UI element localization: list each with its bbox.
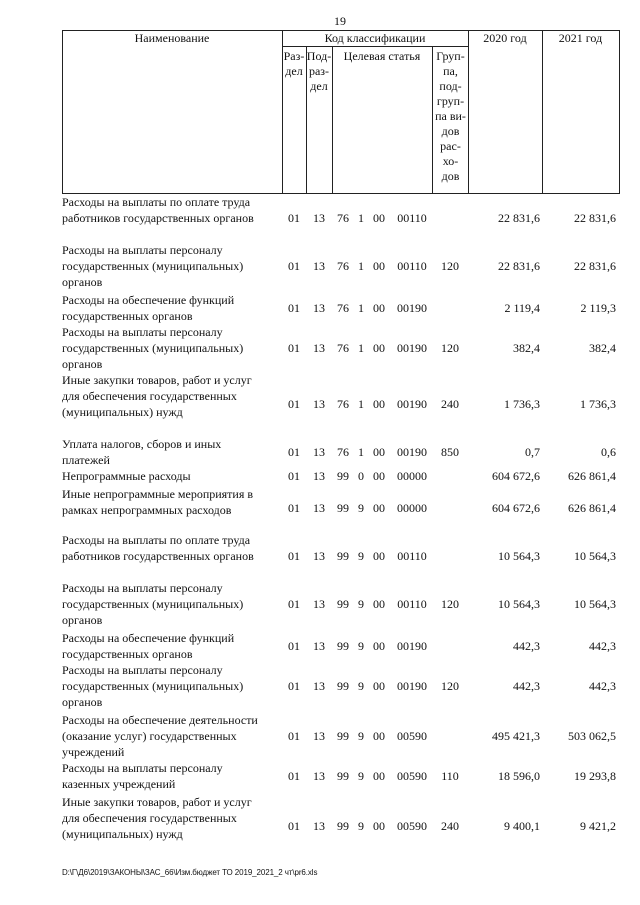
row-podrazdel: 13 — [313, 397, 325, 411]
row-target-1: 76 — [337, 341, 349, 355]
row-name — [62, 580, 284, 628]
row-razdel: 01 — [288, 501, 300, 515]
row-name-line: Расходы на выплаты персоналу — [62, 243, 223, 257]
header-podrazdel-line: дел — [310, 79, 328, 93]
row-name-line: Иные непрограммные мероприятия в — [62, 487, 254, 501]
row-name-line: платежей — [62, 453, 110, 467]
row-target-2: 9 — [358, 549, 364, 563]
row-target-2: 1 — [358, 211, 364, 225]
row-target-4: 00190 — [397, 397, 427, 411]
row-target-3: 00 — [373, 445, 385, 459]
row-razdel: 01 — [288, 819, 300, 833]
row-name-line: Расходы на выплаты по оплате труда — [62, 533, 251, 547]
row-target-1: 76 — [337, 211, 349, 225]
row-name-line: работников государственных органов — [62, 549, 254, 563]
row-name — [62, 436, 284, 468]
row-target-2: 9 — [358, 597, 364, 611]
row-target-4: 00590 — [397, 819, 427, 833]
row-group: 240 — [441, 819, 459, 833]
row-target-1: 76 — [337, 397, 349, 411]
row-target-4: 00190 — [397, 445, 427, 459]
row-razdel: 01 — [288, 597, 300, 611]
row-group: 120 — [441, 341, 459, 355]
row-value-2020: 2 119,4 — [504, 301, 540, 315]
row-target-1: 76 — [337, 259, 349, 273]
row-target-1: 99 — [337, 469, 349, 483]
row-razdel: 01 — [288, 469, 300, 483]
header-razdel-line: Раз- — [283, 49, 305, 63]
row-target-3: 00 — [373, 639, 385, 653]
row-target-3: 00 — [373, 341, 385, 355]
header-razdel-line: дел — [285, 64, 303, 78]
row-target-3: 00 — [373, 597, 385, 611]
row-razdel: 01 — [288, 445, 300, 459]
row-target-3: 00 — [373, 729, 385, 743]
row-target-3: 00 — [373, 259, 385, 273]
row-podrazdel: 13 — [313, 769, 325, 783]
row-target-3: 00 — [373, 501, 385, 515]
row-name-line: учреждений — [62, 745, 125, 759]
row-name-line: казенных учреждений — [62, 777, 176, 791]
header-classification: Код классификации — [324, 31, 426, 45]
row-target-2: 9 — [358, 729, 364, 743]
row-podrazdel: 13 — [313, 597, 325, 611]
row-target-4: 00590 — [397, 729, 427, 743]
row-name-line: для обеспечения государственных — [62, 389, 237, 403]
row-name-line: Расходы на выплаты по оплате труда — [62, 195, 251, 209]
row-target-4: 00110 — [397, 549, 427, 563]
row-podrazdel: 13 — [313, 679, 325, 693]
row-target-1: 76 — [337, 301, 349, 315]
header-name: Наименование — [134, 31, 210, 45]
row-razdel: 01 — [288, 679, 300, 693]
row-name-line: Расходы на обеспечение функций — [62, 293, 235, 307]
row-razdel: 01 — [288, 549, 300, 563]
row-name-line: (оказание услуг) государственных — [62, 729, 237, 743]
row-name — [62, 662, 284, 710]
row-value-2020: 22 831,6 — [498, 211, 540, 225]
row-podrazdel: 13 — [313, 501, 325, 515]
row-target-3: 00 — [373, 301, 385, 315]
row-group: 240 — [441, 397, 459, 411]
row-value-2021: 9 421,2 — [580, 819, 616, 833]
row-target-1: 99 — [337, 729, 349, 743]
row-razdel: 01 — [288, 639, 300, 653]
row-value-2021: 442,3 — [589, 679, 616, 693]
row-group: 120 — [441, 259, 459, 273]
row-value-2020: 0,7 — [525, 445, 540, 459]
row-name-line: Расходы на обеспечение деятельности — [62, 713, 258, 727]
header-group-line: па ви- — [435, 109, 466, 123]
row-value-2020: 604 672,6 — [492, 469, 540, 483]
header-target: Целевая статья — [343, 49, 421, 63]
row-name-line: (муниципальных) нужд — [62, 827, 183, 841]
row-value-2020: 442,3 — [513, 639, 540, 653]
header-group-line: рас- — [440, 139, 461, 153]
row-name — [62, 532, 284, 564]
row-name — [62, 324, 284, 372]
file-path-footer: D:\Г\Д6\2019\ЗАКОНЫ\ЗАС_66\Изм.бюджет ТО 2019_2021_2 чт\pr6.xls — [62, 868, 318, 877]
row-target-4: 00110 — [397, 597, 427, 611]
row-name-line: государственных органов — [62, 647, 193, 661]
row-value-2021: 0,6 — [601, 445, 616, 459]
row-name-line: Расходы на выплаты персоналу — [62, 761, 223, 775]
row-name — [62, 760, 284, 792]
row-target-1: 99 — [337, 501, 349, 515]
row-target-1: 99 — [337, 597, 349, 611]
header-group-line: под- — [439, 79, 462, 93]
row-podrazdel: 13 — [313, 639, 325, 653]
row-podrazdel: 13 — [313, 729, 325, 743]
row-target-2: 1 — [358, 397, 364, 411]
row-name-line: государственных (муниципальных) — [62, 341, 244, 355]
row-name-line: Непрограммные расходы — [62, 469, 191, 483]
header-group-line: дов — [441, 169, 460, 183]
row-name-line: государственных (муниципальных) — [62, 597, 244, 611]
row-target-2: 1 — [358, 341, 364, 355]
row-target-1: 99 — [337, 819, 349, 833]
row-target-4: 00190 — [397, 679, 427, 693]
header-year-2021: 2021 год — [558, 31, 603, 45]
row-name — [62, 630, 284, 662]
header-group-line: Груп- — [436, 49, 465, 63]
row-name-line: Расходы на обеспечение функций — [62, 631, 235, 645]
row-name-line: органов — [62, 357, 103, 371]
row-value-2020: 382,4 — [513, 341, 540, 355]
row-value-2020: 18 596,0 — [498, 769, 540, 783]
row-name-line: Расходы на выплаты персоналу — [62, 663, 223, 677]
row-target-2: 9 — [358, 501, 364, 515]
row-value-2020: 1 736,3 — [504, 397, 540, 411]
header-year-2020: 2020 год — [483, 31, 527, 45]
row-target-2: 1 — [358, 259, 364, 273]
row-name-line: работников государственных органов — [62, 211, 254, 225]
row-name-line: органов — [62, 613, 103, 627]
row-target-1: 99 — [337, 639, 349, 653]
row-value-2020: 442,3 — [513, 679, 540, 693]
row-name-line: (муниципальных) нужд — [62, 405, 183, 419]
row-target-1: 99 — [337, 679, 349, 693]
row-name — [62, 372, 284, 420]
row-name-line: Уплата налогов, сборов и иных — [62, 437, 222, 451]
row-name — [62, 712, 284, 760]
row-target-2: 1 — [358, 445, 364, 459]
row-target-2: 9 — [358, 679, 364, 693]
header-group-line: хо- — [442, 154, 459, 168]
row-target-3: 00 — [373, 397, 385, 411]
header-group-line: груп- — [436, 94, 465, 108]
row-value-2021: 10 564,3 — [574, 549, 616, 563]
header-group-line: дов — [441, 124, 460, 138]
row-podrazdel: 13 — [313, 211, 325, 225]
row-razdel: 01 — [288, 729, 300, 743]
row-value-2021: 22 831,6 — [574, 259, 616, 273]
row-podrazdel: 13 — [313, 301, 325, 315]
page-number: 19 — [334, 14, 346, 28]
row-name — [62, 292, 284, 324]
row-name-line: государственных органов — [62, 309, 193, 323]
row-razdel: 01 — [288, 301, 300, 315]
row-group: 850 — [441, 445, 459, 459]
row-target-4: 00190 — [397, 341, 427, 355]
row-target-3: 00 — [373, 469, 385, 483]
row-target-1: 99 — [337, 769, 349, 783]
row-name — [62, 486, 284, 518]
row-razdel: 01 — [288, 211, 300, 225]
row-value-2021: 503 062,5 — [568, 729, 616, 743]
row-target-3: 00 — [373, 211, 385, 225]
row-group: 110 — [441, 769, 459, 783]
row-name-line: Иные закупки товаров, работ и услуг — [62, 373, 252, 387]
row-value-2021: 626 861,4 — [568, 469, 616, 483]
row-razdel: 01 — [288, 769, 300, 783]
row-value-2021: 626 861,4 — [568, 501, 616, 515]
row-name-line: органов — [62, 695, 103, 709]
row-value-2021: 442,3 — [589, 639, 616, 653]
row-target-1: 76 — [337, 445, 349, 459]
row-target-4: 00190 — [397, 301, 427, 315]
row-target-3: 00 — [373, 769, 385, 783]
header-group-line: па, — [443, 64, 458, 78]
row-target-3: 00 — [373, 819, 385, 833]
row-name — [62, 194, 284, 226]
row-target-4: 00000 — [397, 469, 427, 483]
row-target-4: 00190 — [397, 639, 427, 653]
row-value-2020: 10 564,3 — [498, 597, 540, 611]
row-name — [62, 242, 284, 290]
row-target-2: 1 — [358, 301, 364, 315]
row-name-line: государственных (муниципальных) — [62, 679, 244, 693]
row-value-2020: 22 831,6 — [498, 259, 540, 273]
row-value-2020: 9 400,1 — [504, 819, 540, 833]
row-name-line: Расходы на выплаты персоналу — [62, 581, 223, 595]
row-name-line: для обеспечения государственных — [62, 811, 237, 825]
row-target-3: 00 — [373, 549, 385, 563]
row-value-2021: 22 831,6 — [574, 211, 616, 225]
row-name — [62, 794, 284, 842]
row-razdel: 01 — [288, 397, 300, 411]
row-target-4: 00110 — [397, 211, 427, 225]
row-razdel: 01 — [288, 259, 300, 273]
row-podrazdel: 13 — [313, 819, 325, 833]
row-value-2021: 10 564,3 — [574, 597, 616, 611]
row-target-2: 9 — [358, 819, 364, 833]
header-podrazdel-line: раз- — [308, 64, 330, 78]
row-podrazdel: 13 — [313, 445, 325, 459]
row-group: 120 — [441, 597, 459, 611]
row-value-2021: 2 119,3 — [580, 301, 616, 315]
header-podrazdel-line: Под- — [306, 49, 332, 63]
row-target-4: 00110 — [397, 259, 427, 273]
row-target-3: 00 — [373, 679, 385, 693]
row-target-1: 99 — [337, 549, 349, 563]
row-podrazdel: 13 — [313, 259, 325, 273]
row-group: 120 — [441, 679, 459, 693]
row-target-2: 0 — [358, 469, 364, 483]
row-value-2020: 10 564,3 — [498, 549, 540, 563]
row-name — [62, 468, 284, 484]
row-name-line: органов — [62, 275, 103, 289]
row-value-2021: 1 736,3 — [580, 397, 616, 411]
row-podrazdel: 13 — [313, 469, 325, 483]
row-name-line: Расходы на выплаты персоналу — [62, 325, 223, 339]
row-value-2021: 19 293,8 — [574, 769, 616, 783]
row-target-2: 9 — [358, 769, 364, 783]
row-name-line: государственных (муниципальных) — [62, 259, 244, 273]
row-podrazdel: 13 — [313, 341, 325, 355]
row-target-4: 00590 — [397, 769, 427, 783]
row-name-line: Иные закупки товаров, работ и услуг — [62, 795, 252, 809]
row-target-4: 00000 — [397, 501, 427, 515]
row-value-2021: 382,4 — [589, 341, 616, 355]
row-podrazdel: 13 — [313, 549, 325, 563]
row-razdel: 01 — [288, 341, 300, 355]
row-target-2: 9 — [358, 639, 364, 653]
row-name-line: рамках непрограммных расходов — [62, 503, 232, 517]
row-value-2020: 495 421,3 — [492, 729, 540, 743]
row-value-2020: 604 672,6 — [492, 501, 540, 515]
